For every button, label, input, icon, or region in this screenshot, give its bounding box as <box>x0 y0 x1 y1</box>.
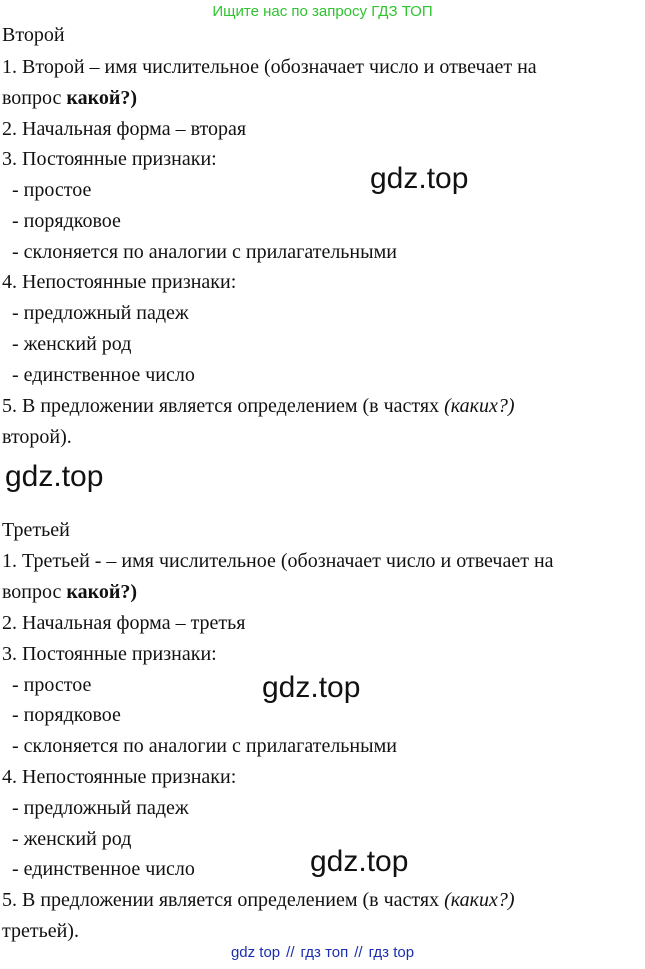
item-1-line-2 <box>2 580 137 604</box>
sub-item-gender: - женский род <box>12 828 132 850</box>
item-1-line-1: 1. Третьей - – имя числительное (обозначает число и отвечает на <box>2 550 554 572</box>
footer-link-gdz-top-mixed[interactable]: гдз top <box>368 944 415 961</box>
item-2: 2. Начальная форма – вторая <box>2 118 247 140</box>
sub-item-case: - предложный падеж <box>12 302 189 324</box>
sub-item-simple: - простое <box>12 674 92 696</box>
sub-item-declension: - склоняется по аналогии с прилагательными <box>12 241 397 263</box>
item-5-line-1 <box>2 888 515 912</box>
item-5-text: 5. В предложении является определением (в частях <box>2 889 445 911</box>
sub-item-number: - единственное число <box>12 858 195 880</box>
footer-separator: // <box>286 944 295 961</box>
section-title-vtoroy: Второй <box>2 24 65 46</box>
item-5-line-2: второй). <box>2 426 72 448</box>
item-5-italic: (каких?) <box>444 889 515 911</box>
question-prefix: вопрос <box>2 581 67 603</box>
watermark: gdz.top <box>310 845 409 878</box>
sub-item-number: - единственное число <box>12 364 195 386</box>
watermark: gdz.top <box>262 671 361 704</box>
question-bold: какой?) <box>66 581 138 603</box>
question-prefix: вопрос <box>2 87 67 109</box>
promo-banner[interactable]: Ищите нас по запросу ГДЗ ТОП <box>212 3 433 20</box>
footer-separator: // <box>354 944 363 961</box>
item-3: 3. Постоянные признаки: <box>2 148 217 170</box>
item-5-italic: (каких?) <box>444 395 515 417</box>
footer-link-gdz-top[interactable]: gdz top <box>230 944 281 961</box>
item-1-line-1: 1. Второй – имя числительное (обозначает число и отвечает на <box>2 56 537 78</box>
footer-link-gdz-top-ru[interactable]: гдз топ <box>300 944 349 961</box>
question-bold: какой?) <box>66 87 138 109</box>
item-5-line-2: третьей). <box>2 920 79 942</box>
sub-item-case: - предложный падеж <box>12 797 189 819</box>
item-4: 4. Непостоянные признаки: <box>2 271 237 293</box>
sub-item-simple: - простое <box>12 179 92 201</box>
item-1-line-2 <box>2 86 137 110</box>
section-title-tretey: Третьей <box>2 519 70 541</box>
watermark: gdz.top <box>5 460 104 493</box>
sub-item-declension: - склоняется по аналогии с прилагательными <box>12 735 397 757</box>
item-2: 2. Начальная форма – третья <box>2 612 246 634</box>
item-4: 4. Непостоянные признаки: <box>2 766 237 788</box>
sub-item-gender: - женский род <box>12 333 132 355</box>
item-5-text: 5. В предложении является определением (в частях <box>2 395 445 417</box>
watermark: gdz.top <box>370 162 469 195</box>
item-3: 3. Постоянные признаки: <box>2 643 217 665</box>
sub-item-ordinal: - порядковое <box>12 210 121 232</box>
footer-links <box>0 944 645 961</box>
sub-item-ordinal: - порядковое <box>12 704 121 726</box>
item-5-line-1 <box>2 394 515 418</box>
